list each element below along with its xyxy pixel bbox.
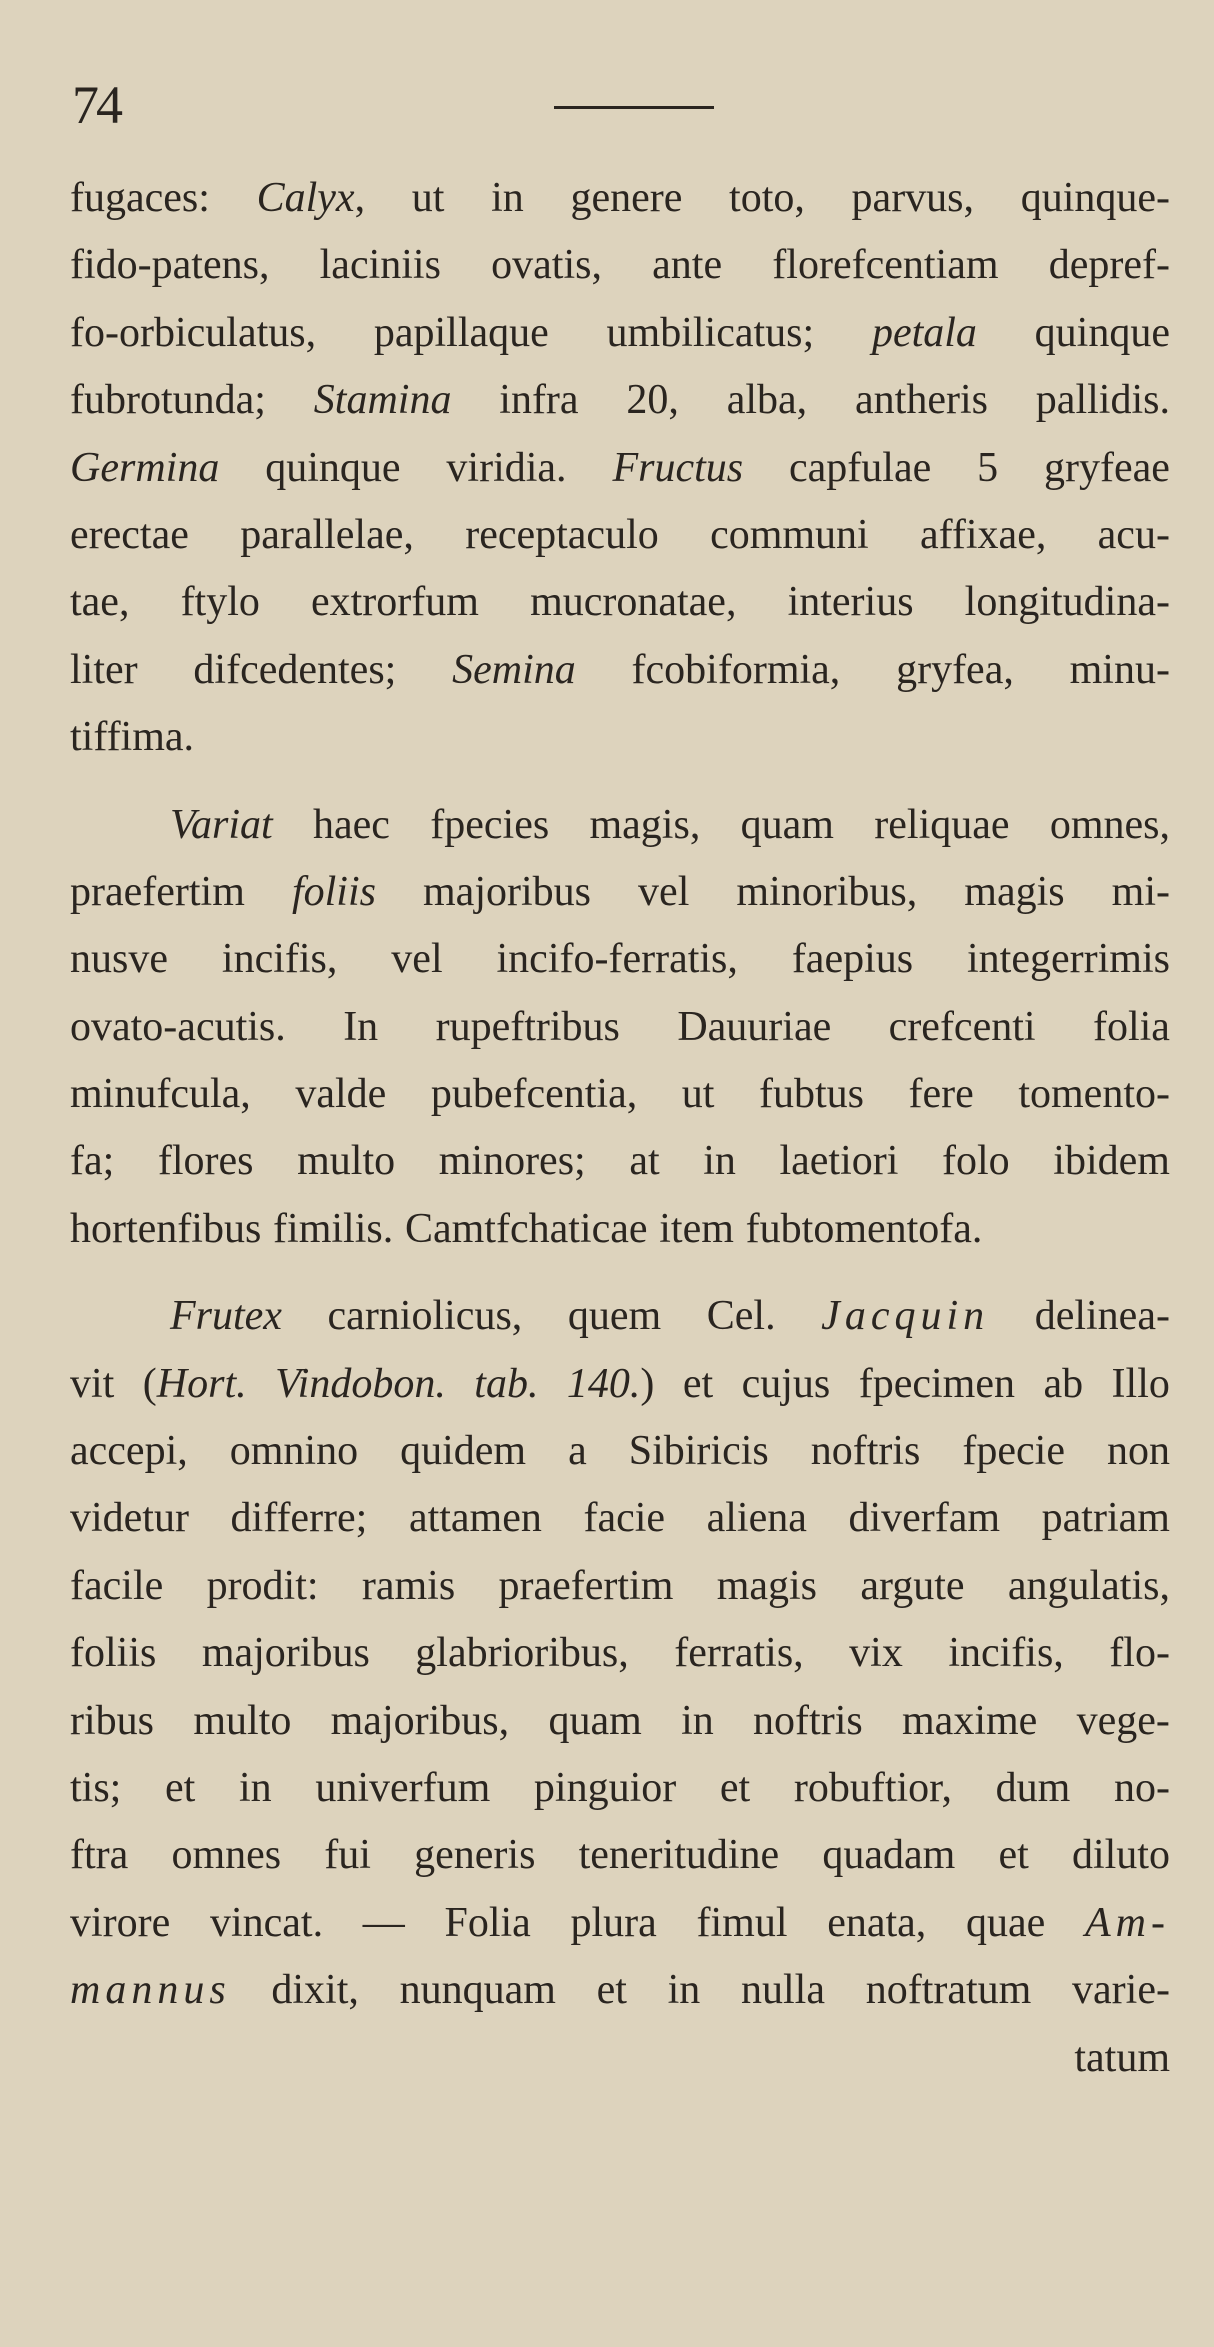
page-number: 74 <box>72 75 120 135</box>
word: nusve <box>70 936 168 983</box>
italic-term: Semina <box>452 646 576 693</box>
word: noftris <box>753 1697 863 1744</box>
italic-term: Calyx <box>256 175 355 221</box>
word: quinque <box>265 444 401 491</box>
word: delinea- <box>1034 1293 1170 1340</box>
word: aliena <box>706 1495 807 1542</box>
word: quinque- <box>1020 175 1170 221</box>
text-line <box>70 1957 1170 2024</box>
word: magis, <box>589 801 701 848</box>
text-line <box>70 637 1170 704</box>
word: ibidem <box>1053 1138 1170 1185</box>
word: in <box>681 1697 714 1744</box>
text-line <box>70 1196 1170 1263</box>
word: majoribus, <box>330 1697 510 1744</box>
word: minoribus, <box>736 868 918 915</box>
text-line <box>70 1553 1170 1620</box>
paragraph <box>70 1283 1170 2092</box>
word: faepius <box>791 936 914 983</box>
word: univerfum <box>315 1764 491 1811</box>
word: no- <box>1113 1764 1170 1811</box>
word: receptaculo <box>465 511 659 558</box>
word: liter <box>70 646 138 693</box>
word: ftra <box>70 1832 129 1879</box>
word: hortenfibus <box>70 1205 262 1252</box>
word: magis <box>716 1562 818 1609</box>
word <box>70 435 219 502</box>
word: Camtfchaticae <box>404 1205 648 1252</box>
word: virore <box>70 1899 171 1946</box>
word: longitudina- <box>964 579 1170 626</box>
word: foliis <box>70 1630 157 1677</box>
word: multo <box>193 1697 292 1744</box>
word: 140.) <box>566 1360 655 1407</box>
word: integerrimis <box>967 936 1170 983</box>
word: ut <box>681 1071 715 1118</box>
word: capfulae <box>789 444 932 491</box>
word: quam <box>740 801 834 848</box>
text-line <box>70 1688 1170 1755</box>
word: noftris <box>810 1428 921 1475</box>
italic-term: foliis <box>291 868 376 915</box>
word: vit <box>70 1360 115 1407</box>
word: fpecimen <box>858 1360 1015 1407</box>
word <box>821 1283 989 1350</box>
italic-term: Jacquin <box>821 1293 990 1340</box>
word <box>275 1351 446 1418</box>
word: valde <box>295 1071 387 1118</box>
word: in <box>238 1764 272 1811</box>
word: folo <box>942 1138 1010 1185</box>
text-line <box>70 502 1170 569</box>
word: facile <box>70 1562 164 1609</box>
italic-term: petala <box>871 309 977 356</box>
text-line <box>70 232 1170 299</box>
word: 5 <box>977 444 999 491</box>
body-text <box>70 165 1170 2092</box>
word: multo <box>297 1138 396 1185</box>
word: pallidis. <box>1035 377 1170 424</box>
word: Cel. <box>706 1293 776 1340</box>
text-line <box>70 1418 1170 1485</box>
italic-term: Frutex <box>170 1293 282 1340</box>
paragraph-gap <box>70 772 1170 792</box>
word: folia <box>1092 1003 1170 1050</box>
word: depref- <box>1048 242 1170 289</box>
word: varie- <box>1072 1967 1170 2014</box>
text-line <box>70 1485 1170 1552</box>
word: fere <box>908 1071 974 1118</box>
word: ferratis, <box>674 1630 804 1677</box>
word: incifis, <box>221 936 338 983</box>
word: haec <box>313 801 390 848</box>
word: ut <box>411 175 445 221</box>
word: omnes, <box>1049 801 1170 848</box>
word: vel <box>391 936 443 983</box>
word: fcobiformia, <box>631 646 841 693</box>
text-line <box>70 2025 1170 2092</box>
word: pinguior <box>533 1764 677 1811</box>
word: Folia <box>444 1899 531 1946</box>
word: fo-orbiculatus, <box>70 309 317 356</box>
text-line <box>70 926 1170 993</box>
word: erectae <box>70 511 189 558</box>
italic-term: Germina <box>70 444 220 491</box>
word: pubefcentia, <box>430 1071 638 1118</box>
word: carniolicus, <box>327 1293 523 1340</box>
word: generis <box>414 1832 536 1879</box>
paragraph <box>70 165 1170 772</box>
word: crefcenti <box>888 1003 1036 1050</box>
word: incifis, <box>948 1630 1064 1677</box>
header-rule <box>554 106 714 109</box>
word: In <box>343 1003 379 1050</box>
word <box>612 435 743 502</box>
word: omnino <box>229 1428 359 1475</box>
word: differre; <box>230 1495 368 1542</box>
word: mi- <box>1111 868 1170 915</box>
word: papillaque <box>373 309 549 356</box>
word: difcedentes; <box>193 646 397 693</box>
italic-term: Variat <box>170 801 273 848</box>
text-line <box>70 1755 1170 1822</box>
word: majoribus <box>201 1630 370 1677</box>
word: nulla <box>741 1967 825 2014</box>
word: magis <box>964 868 1065 915</box>
word: fui <box>324 1832 371 1879</box>
word: affixae, <box>920 511 1047 558</box>
word: enata, <box>827 1899 927 1946</box>
word <box>872 300 977 367</box>
word: reliquae <box>874 801 1010 848</box>
word: dum <box>995 1764 1071 1811</box>
paragraph <box>70 792 1170 1264</box>
italic-term: 140. <box>566 1360 641 1407</box>
word: facie <box>583 1495 666 1542</box>
word: fubrotunda; <box>70 377 266 424</box>
word: flores <box>157 1138 254 1185</box>
word: at <box>629 1138 660 1185</box>
word: viridia. <box>446 444 567 491</box>
italic-term: tab. <box>474 1360 539 1407</box>
word: ramis <box>361 1562 456 1609</box>
word: cujus <box>741 1360 831 1407</box>
word: prodit: <box>206 1562 319 1609</box>
word: Dauuriae <box>677 1003 832 1050</box>
word: quam <box>548 1697 642 1744</box>
word: acu- <box>1097 511 1170 558</box>
text-line <box>70 1128 1170 1195</box>
word: tis; <box>70 1764 122 1811</box>
word: dixit, <box>271 1967 359 2014</box>
word: Sibiricis <box>628 1428 769 1475</box>
word: ribus <box>70 1697 154 1744</box>
word: majoribus <box>423 868 591 915</box>
word: accepi, <box>70 1428 188 1475</box>
word: ovatis, <box>491 242 602 289</box>
italic-term: Fructus <box>612 444 744 491</box>
word: quinque <box>1034 309 1170 356</box>
word: videtur <box>70 1495 189 1542</box>
word: Calyx, <box>256 175 366 221</box>
word: tomento- <box>1018 1071 1170 1118</box>
word: noftratum <box>865 1967 1032 2014</box>
word: et <box>682 1360 714 1407</box>
word: a <box>568 1428 587 1475</box>
word: genere <box>570 175 683 221</box>
italic-term: Hort. <box>156 1360 247 1407</box>
word: nunquam <box>399 1967 556 2014</box>
word: ovato-acutis. <box>70 1003 286 1050</box>
word: ab <box>1043 1360 1084 1407</box>
text-line <box>70 569 1170 636</box>
word: minores; <box>438 1138 586 1185</box>
word <box>170 792 273 859</box>
word: parvus, <box>851 175 975 221</box>
word: fubtus <box>758 1071 864 1118</box>
word: fido-patens, <box>70 242 270 289</box>
word: quadam <box>822 1832 956 1879</box>
word: mucronatae, <box>530 579 737 626</box>
text-line <box>70 367 1170 434</box>
word: praefertim <box>498 1562 674 1609</box>
word: in <box>703 1138 736 1185</box>
text-line <box>70 994 1170 1061</box>
word: quem <box>567 1293 662 1340</box>
word: et <box>998 1832 1029 1879</box>
word: vincat. <box>209 1899 324 1946</box>
word: item <box>659 1205 734 1252</box>
word: 20, <box>626 377 679 424</box>
word: communi <box>710 511 869 558</box>
text-line <box>70 1061 1170 1128</box>
word: diluto <box>1071 1832 1170 1879</box>
text-line <box>70 704 1170 771</box>
word: fpecies <box>430 801 550 848</box>
word: fimilis. <box>273 1205 394 1252</box>
word: maxime <box>902 1697 1038 1744</box>
paragraph-gap <box>70 1263 1170 1283</box>
word: omnes <box>171 1832 282 1879</box>
word: tae, <box>70 579 130 626</box>
word: laciniis <box>319 242 441 289</box>
word: in <box>491 175 524 221</box>
text-line <box>70 435 1170 502</box>
word: minu- <box>1069 646 1170 693</box>
word: fubtomentofa. <box>745 1205 983 1252</box>
word: et <box>596 1967 627 2014</box>
word: gryfeae <box>1044 444 1170 491</box>
word: teneritudine <box>578 1832 780 1879</box>
text-line <box>70 1890 1170 1957</box>
italic-term: Vindobon. <box>275 1360 446 1407</box>
word: umbilicatus; <box>606 309 815 356</box>
word <box>292 859 376 926</box>
page-header <box>70 70 1214 165</box>
word: vel <box>638 868 690 915</box>
italic-term: Stamina <box>313 377 452 424</box>
word: flo- <box>1109 1630 1170 1677</box>
word: florefcentiam <box>772 242 999 289</box>
text-line <box>70 859 1170 926</box>
text-line <box>70 1822 1170 1889</box>
word: attamen <box>408 1495 542 1542</box>
word: vege- <box>1076 1697 1170 1744</box>
word: interius <box>787 579 914 626</box>
word: toto, <box>729 175 805 221</box>
word: fa; <box>70 1138 115 1185</box>
word: extrorfum <box>311 579 479 626</box>
word: alba, <box>726 377 808 424</box>
italic-term: Am- <box>1084 1899 1170 1946</box>
text-line <box>70 165 1170 232</box>
word: quae <box>965 1899 1046 1946</box>
word: rupeftribus <box>435 1003 620 1050</box>
word: diverfam <box>848 1495 1001 1542</box>
word: fugaces: <box>70 175 210 221</box>
word: laetiori <box>779 1138 899 1185</box>
word: argute <box>860 1562 965 1609</box>
word: quidem <box>400 1428 527 1475</box>
word: gryfea, <box>896 646 1014 693</box>
word: incifo-ferratis, <box>496 936 738 983</box>
word: tatum <box>1074 2034 1170 2081</box>
word: parallelae, <box>240 511 414 558</box>
word: patriam <box>1041 1495 1170 1542</box>
word <box>170 1283 282 1350</box>
text-line <box>70 1351 1170 1418</box>
word <box>452 637 576 704</box>
italic-term: mannus <box>70 1967 231 2014</box>
word: fpecie <box>962 1428 1065 1475</box>
word: — <box>362 1899 405 1946</box>
text-line <box>70 792 1170 859</box>
word: et <box>719 1764 751 1811</box>
word: antheris <box>855 377 988 424</box>
word: Illo <box>1111 1360 1170 1407</box>
word: non <box>1107 1428 1170 1475</box>
word: ftylo <box>180 579 260 626</box>
word: (Hort. <box>142 1360 247 1407</box>
word: tiffima. <box>70 714 195 761</box>
word: in <box>667 1967 701 2014</box>
word: ante <box>652 242 723 289</box>
word <box>1085 1890 1170 1957</box>
word <box>70 1957 231 2024</box>
word <box>474 1351 538 1418</box>
word: vix <box>849 1630 903 1677</box>
word: et <box>165 1764 196 1811</box>
text-line <box>70 1620 1170 1687</box>
word: fimul <box>696 1899 788 1946</box>
text-line <box>70 1283 1170 1350</box>
word: plura <box>570 1899 657 1946</box>
word: minufcula, <box>70 1071 251 1118</box>
word: angulatis, <box>1007 1562 1170 1609</box>
text-line <box>70 300 1170 367</box>
word <box>314 367 452 434</box>
word: infra <box>499 377 579 424</box>
word: glabrioribus, <box>415 1630 629 1677</box>
word: praefertim <box>70 868 245 915</box>
word: robuftior, <box>793 1764 952 1811</box>
